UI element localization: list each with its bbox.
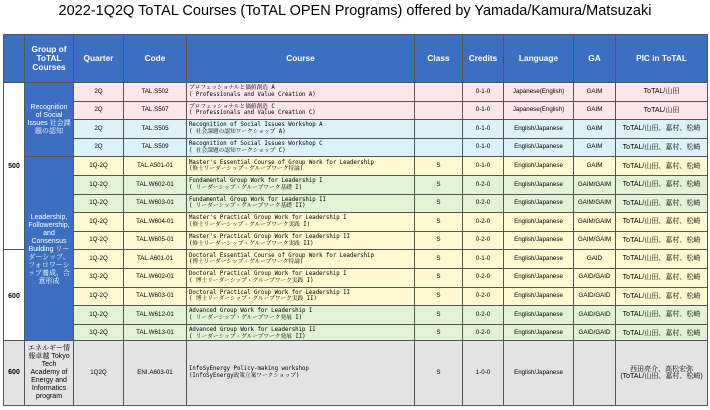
ga-cell: GAIM	[574, 101, 616, 120]
course-subtitle: (修士リーダーシップ・グループワーク実践 II)	[189, 240, 314, 247]
credits-cell: 0-2-0	[463, 231, 504, 250]
class-cell-empty	[415, 101, 463, 120]
class-cell: S	[415, 231, 463, 250]
credits-cell: 0-2-0	[463, 306, 504, 325]
class-cell: S	[415, 175, 463, 194]
pic-cell: ToTAL/山田、嘉村、松崎	[616, 268, 708, 287]
code-cell: TAL.W613-01	[124, 324, 187, 343]
pic-cell: ToTAL/山田、嘉村、松崎	[616, 138, 708, 157]
courses-table	[3, 34, 708, 343]
credits-cell: 0-2-0	[463, 268, 504, 287]
quarter-cell: 1Q-2Q	[74, 213, 124, 232]
table-row	[4, 120, 708, 139]
course-title: Fundamental Group Work for Leadership I	[189, 178, 323, 185]
language-cell: English/Japanese	[504, 120, 574, 139]
credits-cell: 0-2-0	[463, 175, 504, 194]
quarter-cell: 1Q-2Q	[74, 306, 124, 325]
course-title: Doctoral Practical Group Work for Leadership II	[189, 289, 350, 296]
ga-cell: GAID/GAID	[574, 268, 616, 287]
class-cell: S	[415, 194, 463, 213]
course-title: Recognition of Social Issues Workshop C	[189, 141, 323, 148]
ga-header: GA	[574, 35, 616, 83]
course-subtitle: ( リーダーシップ・グループワーク発展 II)	[189, 333, 306, 340]
pic-line-1: 西田亮介、高松宏弥	[630, 365, 693, 373]
ga-cell: GAID/GAID	[574, 324, 616, 343]
credits-header: Credits	[463, 35, 504, 83]
class-cell: S	[415, 341, 463, 406]
ga-cell: GAIM/GAIM	[574, 194, 616, 213]
quarter-cell: 2Q	[74, 83, 124, 102]
course-title: プロフェッショナルと価値創造 A	[189, 85, 275, 92]
table-row	[4, 101, 708, 120]
course-cell	[187, 138, 415, 157]
course-cell	[187, 175, 415, 194]
language-cell: English/Japanese	[504, 324, 574, 343]
course-header: Course	[187, 35, 415, 83]
code-cell: TAL.S509	[124, 138, 187, 157]
course-title: Advanced Group Work for Leadership II	[189, 326, 316, 333]
quarter-cell: 1Q-2Q	[74, 250, 124, 269]
table-row	[4, 287, 708, 306]
credits-cell: 0-1-0	[463, 83, 504, 102]
language-cell: English/Japanese	[504, 250, 574, 269]
pic-cell: ToTAL/山田、嘉村、松崎	[616, 194, 708, 213]
course-title: Doctoral Essential Course of Group Work for Leadership	[189, 252, 374, 259]
course-title: Fundamental Group Work for Leadership II	[189, 196, 326, 203]
course-cell	[187, 157, 415, 176]
group-recognition: Recognition of Social Issues 社会課題の認知	[25, 83, 74, 157]
pic-cell: ToTAL/山田、嘉村、松崎	[616, 306, 708, 325]
course-subtitle: (修士リーダーシップ・グループワーク特論)	[189, 166, 304, 173]
quarter-cell: 1Q2Q	[74, 341, 124, 406]
code-cell: ENI.A603-01	[124, 341, 187, 406]
ga-cell: GAIM	[574, 157, 616, 176]
credits-cell: 0-2-0	[463, 324, 504, 343]
class-cell: S	[415, 213, 463, 232]
ga-cell: GAIM	[574, 120, 616, 139]
code-cell: TAL.A601-01	[124, 250, 187, 269]
language-cell: English/Japanese	[504, 306, 574, 325]
table-row	[4, 157, 708, 176]
table-row	[4, 231, 708, 250]
quarter-header: Quarter	[74, 35, 124, 83]
credits-cell: 0-1-0	[463, 250, 504, 269]
language-cell: English/Japanese	[504, 157, 574, 176]
class-cell: S	[415, 287, 463, 306]
language-cell: English/Japanese	[504, 287, 574, 306]
course-title: Doctoral Practical Group Work for Leadership I	[189, 271, 347, 278]
language-cell: English/Japanese	[504, 268, 574, 287]
language-cell: English/Japanese	[504, 213, 574, 232]
course-title: Master's Practical Group Work for Leadership I	[189, 215, 347, 222]
course-title: Master's Essential Course of Group Work for Leadership	[189, 159, 374, 166]
course-subtitle: ( Professionals and Value Creation C)	[189, 110, 316, 117]
code-cell: TAL.W603-01	[124, 194, 187, 213]
code-cell: TAL.W602-01	[124, 175, 187, 194]
credits-cell: 1-0-0	[463, 341, 504, 406]
pic-cell: ToTAL/山田、嘉村、松崎	[616, 324, 708, 343]
course-subtitle: ( リーダーシップ・グループワーク基礎 I)	[189, 184, 303, 191]
course-cell	[187, 213, 415, 232]
code-cell: TAL.S507	[124, 101, 187, 120]
course-title: プロフェッショナルと価値創造 C	[189, 103, 275, 110]
class-cell: S	[415, 268, 463, 287]
credits-cell: 0-1-0	[463, 157, 504, 176]
course-subtitle: ( Professionals and Value Creation A)	[189, 91, 316, 98]
course-subtitle: ( 博士リーダーシップ・グループワーク実践 I)	[189, 277, 314, 284]
page-title: 2022-1Q2Q ToTAL Courses (ToTAL OPEN Programs) offered by Yamada/Kamura/Matsuzaki	[58, 3, 652, 19]
course-subtitle: ( 博士リーダーシップ・グループワーク実践 II)	[189, 296, 317, 303]
table-row	[4, 83, 708, 102]
table-row	[4, 250, 708, 269]
course-title: Recognition of Social Issues Workshop A	[189, 122, 323, 129]
credits-cell: 0-1-0	[463, 120, 504, 139]
class-cell-empty	[415, 138, 463, 157]
table-row	[4, 268, 708, 287]
table-row	[4, 213, 708, 232]
quarter-cell: 1Q-2Q	[74, 268, 124, 287]
course-title: Advanced Group Work for Leadership I	[189, 308, 313, 315]
table-row	[4, 341, 708, 406]
language-header: Language	[504, 35, 574, 83]
table-row	[4, 175, 708, 194]
code-cell: TAL.W603-01	[124, 287, 187, 306]
course-cell	[187, 287, 415, 306]
table-row	[4, 306, 708, 325]
code-cell: TAL.W602-01	[124, 268, 187, 287]
group-leadership: Leadership, Followership, and Consensus Building リーダーシップ、フォロワーシップ養成、合意形成	[25, 157, 74, 343]
language-cell: English/Japanese	[504, 194, 574, 213]
table-row	[4, 138, 708, 157]
level-600: 600	[4, 250, 25, 343]
course-title: InfoSyEnergy Policy-making workshop	[189, 366, 309, 373]
class-cell: S	[415, 324, 463, 343]
group-energy-informatics: エネルギー情報卓越 Tokyo Tech Academy of Energy and Informatics program	[25, 341, 74, 406]
language-cell: English/Japanese	[504, 231, 574, 250]
ga-cell: GAIM	[574, 83, 616, 102]
pic-cell: ToTAL/山田、嘉村、松崎	[616, 250, 708, 269]
course-cell	[187, 101, 415, 120]
pic-cell: ToTAL/山田、嘉村、松崎	[616, 287, 708, 306]
pic-cell: ToTAL/山田、嘉村、松崎	[616, 213, 708, 232]
group-header: Group of ToTAL Courses	[25, 35, 74, 83]
quarter-cell: 1Q-2Q	[74, 175, 124, 194]
quarter-cell: 2Q	[74, 120, 124, 139]
header-row	[4, 35, 708, 83]
quarter-cell: 2Q	[74, 138, 124, 157]
credits-cell: 0-2-0	[463, 287, 504, 306]
pic-cell: ToTAL/山田、嘉村、松崎	[616, 231, 708, 250]
course-title: Master's Practical Group Work for Leadership II	[189, 234, 350, 240]
level-600-energy: 600	[4, 341, 25, 406]
ga-cell: GAIM/GAIM	[574, 231, 616, 250]
course-cell	[187, 268, 415, 287]
course-cell	[187, 83, 415, 102]
course-subtitle: ( 社会課題の認知ワークショップ C)	[189, 147, 286, 154]
course-cell	[187, 231, 415, 250]
ga-cell	[574, 341, 616, 406]
language-cell: Japanese(English)	[504, 83, 574, 102]
language-cell: English/Japanese	[504, 138, 574, 157]
pic-cell	[616, 341, 708, 406]
code-cell: TAL.S502	[124, 83, 187, 102]
quarter-cell: 1Q-2Q	[74, 324, 124, 343]
pic-cell: ToTAL/山田	[616, 101, 708, 120]
class-cell-empty	[415, 120, 463, 139]
pic-cell: ToTAL/山田、嘉村、松崎	[616, 157, 708, 176]
pic-cell: ToTAL/山田、嘉村、松崎	[616, 175, 708, 194]
ga-cell: GAID	[574, 250, 616, 269]
course-cell	[187, 120, 415, 139]
class-cell: S	[415, 157, 463, 176]
quarter-cell: 1Q-2Q	[74, 194, 124, 213]
ga-cell: GAIM	[574, 138, 616, 157]
table-row	[4, 194, 708, 213]
code-cell: TAL.W612-01	[124, 306, 187, 325]
course-cell	[187, 306, 415, 325]
quarter-cell: 1Q-2Q	[74, 231, 124, 250]
course-subtitle: (博士リーダーシップ・グループワーク特論)	[189, 259, 304, 266]
code-cell: TAL.W605-01	[124, 231, 187, 250]
pic-cell: ToTAL/山田	[616, 83, 708, 102]
code-header: Code	[124, 35, 187, 83]
level-500: 500	[4, 83, 25, 250]
credits-cell: 0-2-0	[463, 213, 504, 232]
class-header: Class	[415, 35, 463, 83]
pic-cell: ToTAL/山田、嘉村、松崎	[616, 120, 708, 139]
energy-program-table	[3, 340, 708, 406]
level-header	[4, 35, 25, 83]
ga-cell: GAIM/GAIM	[574, 213, 616, 232]
ga-cell: GAID/GAID	[574, 287, 616, 306]
code-cell: TAL.W604-01	[124, 213, 187, 232]
course-cell	[187, 250, 415, 269]
ga-cell: GAID/GAID	[574, 306, 616, 325]
quarter-cell: 1Q-2Q	[74, 287, 124, 306]
class-cell: S	[415, 306, 463, 325]
credits-cell: 0-1-0	[463, 138, 504, 157]
code-cell: TAL.S505	[124, 120, 187, 139]
pic-line-2: (ToTAL/山田、嘉村、松崎)	[620, 373, 703, 380]
class-cell-empty	[415, 83, 463, 102]
credits-cell: 0-1-0	[463, 101, 504, 120]
course-subtitle: (修士リーダーシップ・グループワーク実践 I)	[189, 221, 311, 228]
class-cell: S	[415, 250, 463, 269]
pic-header: PIC in ToTAL	[616, 35, 708, 83]
course-cell	[187, 194, 415, 213]
code-cell: TAL.A501-01	[124, 157, 187, 176]
course-subtitle: ( 社会課題の認知ワークショップ A)	[189, 128, 286, 135]
quarter-cell: 2Q	[74, 101, 124, 120]
quarter-cell: 1Q-2Q	[74, 157, 124, 176]
course-subtitle: (InfoSyEnergy政策立案ワークショップ)	[189, 373, 300, 379]
language-cell: English/Japanese	[504, 341, 574, 406]
language-cell: Japanese(English)	[504, 101, 574, 120]
course-subtitle: ( リーダーシップ・グループワーク発展 I)	[189, 314, 303, 321]
credits-cell: 0-2-0	[463, 194, 504, 213]
ga-cell: GAIM/GAIM	[574, 175, 616, 194]
language-cell: English/Japanese	[504, 175, 574, 194]
course-subtitle: ( リーダーシップ・グループワーク基礎 II)	[189, 203, 306, 210]
course-cell	[187, 341, 415, 406]
